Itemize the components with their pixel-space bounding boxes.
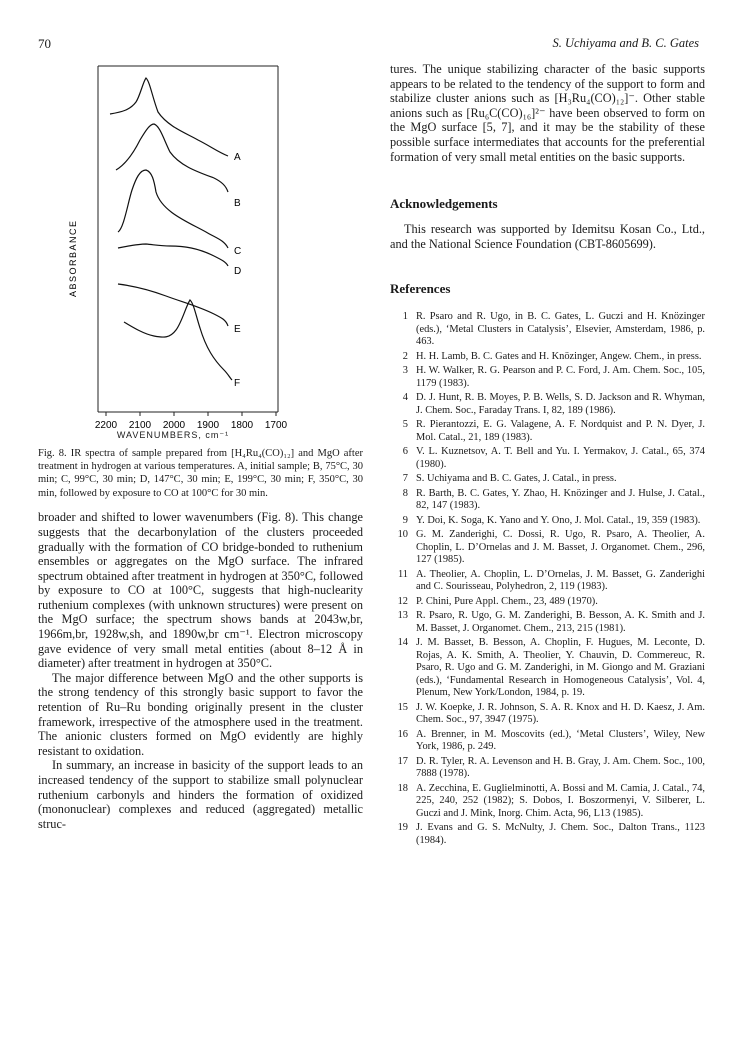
x-tick-label: 2200	[94, 420, 118, 431]
reference-number: 8	[402, 487, 408, 499]
reference-text: R. Psaro and R. Ugo, in B. C. Gates, L. Guczi and H. Knözinger (eds.), ‘Metal Clusters in Catalysis’, Elsevier, Amsterdam, 1986, p. 463.	[416, 311, 705, 348]
running-head: S. Uchiyama and B. C. Gates	[552, 36, 699, 50]
x-tick-label: 1700	[264, 420, 288, 431]
reference-number: 18	[397, 782, 408, 794]
reference-item	[390, 702, 705, 727]
spectrum-trace-a	[110, 78, 228, 156]
reference-text: R. Psaro, R. Ugo, G. M. Zanderighi, B. Besson, A. K. Smith and J. M. Basset, J. Organomet. Chem., 213, 215 (1981).	[416, 610, 705, 634]
reference-number: 10	[397, 529, 408, 541]
y-axis-label: ABSORBANCE	[68, 219, 78, 297]
spectrum-trace-e	[118, 284, 228, 326]
reference-item	[390, 473, 705, 486]
trace-label-e: E	[234, 324, 241, 335]
x-tick-label: 2100	[128, 420, 152, 431]
reference-item	[390, 596, 705, 609]
reference-text: V. L. Kuznetsov, A. T. Bell and Yu. I. Yermakov, J. Catal., 65, 374 (1980).	[416, 446, 705, 470]
references-list	[390, 311, 705, 847]
left-column	[38, 52, 363, 831]
x-axis-label: WAVENUMBERS, cm⁻¹	[116, 430, 230, 440]
trace-label-c: C	[234, 246, 242, 257]
reference-number: 7	[402, 473, 408, 485]
reference-item	[390, 822, 705, 847]
body-paragraph: The major difference between MgO and the other supports is the strong tendency of this strongly basic support to favor the retention of Ru–Ru bonding originally present in the cluster framework, irrespective of the atmosphere used in the treatment. The anionic clusters formed on MgO evidently are highly resistant to oxidation.	[38, 670, 363, 758]
trace-label-d: D	[234, 266, 242, 277]
acknowledgements-text: This research was supported by Idemitsu Kosan Co., Ltd., and the National Science Foundation (CBT-8605699).	[390, 222, 705, 251]
reference-item	[390, 365, 705, 390]
spectrum-trace-d	[118, 244, 228, 266]
reference-number: 2	[402, 350, 408, 362]
reference-text: A. Brenner, in M. Moscovits (ed.), ‘Metal Clusters’, Wiley, New York, 1986, p. 249.	[416, 728, 705, 753]
acknowledgements-heading: Acknowledgements	[390, 196, 498, 212]
reference-text: J. Evans and G. S. McNulty, J. Chem. Soc., Dalton Trans., 1123 (1984).	[416, 822, 705, 846]
reference-item	[390, 783, 705, 821]
reference-text: H. H. Lamb, B. C. Gates and H. Knözinger, Angew. Chem., in press.	[416, 350, 702, 362]
body-paragraph: tures. The unique stabilizing character of the basic supports appears to be related to the tendency of the support to form and stabilize cluster anions such as [H₃Ru₄(CO)₁₂]⁻. Other stable anions such as [Ru₆C(CO)₁₆]²⁻ have been observed to form on the MgO surface [5, 7], and it may be the stability of these possible surface intermediates that accounts for the preferential formation of very small metal entities on the basic supports.	[390, 62, 705, 164]
reference-number: 6	[402, 446, 408, 458]
trace-label-b: B	[234, 198, 241, 209]
reference-text: D. R. Tyler, R. A. Levenson and H. B. Gray, J. Am. Chem. Soc., 100, 7888 (1978).	[416, 755, 705, 780]
spectrum-trace-f	[124, 300, 232, 380]
reference-item	[390, 637, 705, 700]
reference-text: J. W. Koepke, J. R. Johnson, S. A. R. Knox and H. D. Kaesz, J. Am. Chem. Soc., 97, 3947 (1975).	[416, 701, 705, 726]
reference-text: A. Theolier, A. Choplin, L. D’Ornelas, J. M. Basset, G. Zanderighi and C. Sourisseau, Polyhedron, 2, 119 (1983).	[416, 568, 705, 593]
reference-number: 5	[402, 419, 408, 431]
reference-item	[390, 419, 705, 444]
x-tick-label: 1900	[196, 420, 220, 431]
figure-caption: Fig. 8. IR spectra of sample prepared from [H₄Ru₄(CO)₁₂] and MgO after treatment in hydrogen at various temperatures. A, initial sample; B, 75°C, 30 min; C, 99°C, 30 min; D, 147°C, 30 min; E, 199°C, 30 min; F, 350°C, 30 min, followed by exposure to CO at 100°C for 30 min.	[38, 448, 363, 499]
reference-number: 12	[397, 595, 408, 607]
trace-label-a: A	[234, 152, 241, 163]
body-paragraph: In summary, an increase in basicity of the support leads to an increased tendency of the support to stabilize small polynuclear ruthenium carbonyls and hinders the formation of oxidized (mononuclear) complexes and reduced (aggregated) metallic struc-	[38, 758, 363, 831]
page-number: 70	[38, 36, 51, 51]
body-paragraph: broader and shifted to lower wavenumbers (Fig. 8). This change suggests that the decarbonylation of the clusters proceeded gradually with the formation of CO bridge-bonded to ruthenium ensembles or aggregates on the MgO surface. The infrared spectrum obtained after treatment in hydrogen at 350°C, followed by exposure to CO at 100°C, suggests that high-nuclearity ruthenium complexes (with unknown structures) were present on the MgO surface; the spectrum shows bands at 2043w,br, 1966m,br, 1928w,sh, and 1890w,br cm⁻¹. Electron microscopy gave evidence of very small metal entities (about 8–12 Å in diameter) after treatment in hydrogen at 350°C.	[38, 510, 363, 671]
reference-number: 9	[402, 514, 408, 526]
reference-number: 19	[397, 822, 408, 834]
reference-item	[390, 488, 705, 513]
reference-text: S. Uchiyama and B. C. Gates, J. Catal., in press.	[416, 473, 617, 485]
reference-text: D. J. Hunt, R. B. Moyes, P. B. Wells, S. D. Jackson and R. Whyman, J. Chem. Soc., Faraday Trans. I, 82, 189 (1986).	[416, 392, 705, 416]
reference-number: 13	[397, 610, 408, 622]
reference-item	[390, 610, 705, 635]
right-column	[390, 52, 705, 849]
reference-item	[390, 392, 705, 417]
x-tick-marks	[106, 412, 276, 416]
x-tick-label: 1800	[230, 420, 254, 431]
reference-number: 4	[402, 392, 408, 404]
x-tick-label: 2000	[162, 420, 186, 431]
ir-spectra-figure	[38, 52, 363, 432]
reference-number: 15	[397, 701, 408, 713]
reference-item	[390, 756, 705, 781]
reference-item	[390, 311, 705, 349]
trace-label-f: F	[234, 378, 241, 389]
reference-text: Y. Doi, K. Soga, K. Yano and Y. Ono, J. Mol. Catal., 19, 359 (1983).	[416, 514, 701, 526]
reference-text: G. M. Zanderighi, C. Dossi, R. Ugo, R. Psaro, A. Theolier, A. Choplin, L. D’Ornelas and J. M. Basset, J. Organomet. Chem., 296, 127 (1985).	[416, 529, 705, 566]
reference-text: R. Barth, B. C. Gates, Y. Zhao, H. Knözinger and J. Hulse, J. Catal., 82, 147 (1983).	[416, 487, 705, 512]
reference-text: P. Chini, Pure Appl. Chem., 23, 489 (1970).	[416, 595, 598, 607]
reference-item	[390, 729, 705, 754]
reference-text: A. Zecchina, E. Guglielminotti, A. Bossi and M. Camia, J. Catal., 74, 225, 240, 252 (1982); S. Dobos, I. Boszormenyi, V. Silberer, L. Guczi and J. Mink, Inorg. Chim. Acta, 96, L13 (1985).	[416, 782, 705, 819]
references-heading: References	[390, 281, 451, 297]
spectrum-trace-c	[118, 170, 228, 248]
spectrum-trace-b	[116, 124, 228, 192]
reference-item	[390, 515, 705, 528]
reference-number: 16	[397, 728, 408, 740]
reference-text: H. W. Walker, R. G. Pearson and P. C. Ford, J. Am. Chem. Soc., 105, 1179 (1983).	[416, 365, 705, 389]
reference-number: 11	[397, 568, 408, 580]
reference-number: 17	[397, 755, 408, 767]
reference-number: 1	[402, 311, 408, 323]
reference-item	[390, 446, 705, 471]
reference-item	[390, 351, 705, 364]
reference-number: 14	[397, 637, 408, 649]
spectra-plot	[38, 52, 363, 432]
reference-item	[390, 569, 705, 594]
reference-text: R. Pierantozzi, E. G. Valagene, A. F. Nordquist and P. N. Dyer, J. Mol. Catal., 21, 189 (1983).	[416, 419, 705, 443]
reference-text: J. M. Basset, B. Besson, A. Choplin, F. Hugues, M. Leconte, D. Rojas, A. K. Smith, A. Theolier, Y. Chauvin, D. Commereuc, R. Psaro, R. Ugo and G. M. Zanderighi, in M. Giongo and M. Graziani (eds.), ‘Fundamental Research in Homogeneous Catalysis’, Vol. 4, Plenum, New York/London, 1984, p. 19.	[416, 637, 705, 699]
reference-item	[390, 529, 705, 567]
reference-number: 3	[402, 365, 408, 377]
